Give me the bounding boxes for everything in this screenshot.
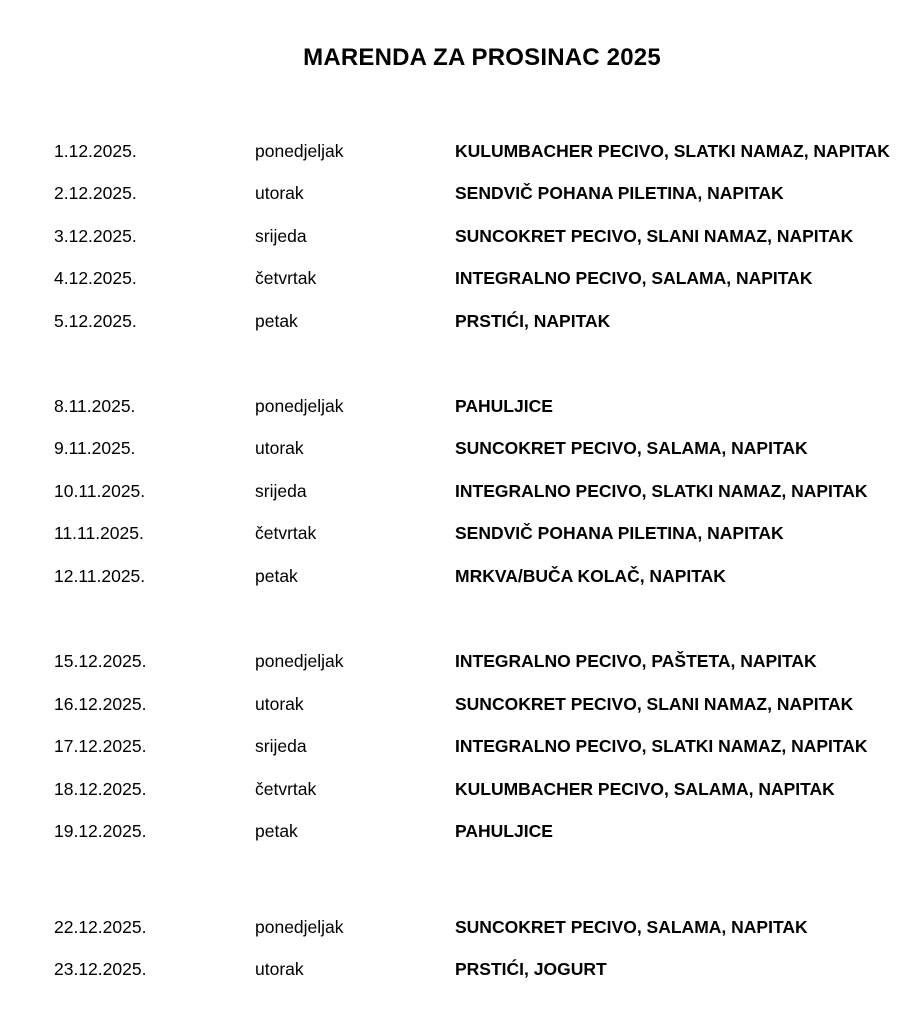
row-date: 15.12.2025.: [54, 651, 147, 671]
row-menu: SUNCOKRET PECIVO, SALAMA, NAPITAK: [455, 438, 808, 458]
row-menu: KULUMBACHER PECIVO, SALAMA, NAPITAK: [455, 779, 835, 799]
menu-row: [0, 391, 899, 421]
row-date: 11.11.2025.: [54, 523, 144, 543]
menu-row: [0, 689, 899, 719]
menu-row: [0, 731, 899, 761]
row-date: 22.12.2025.: [54, 917, 147, 937]
menu-row: [0, 816, 899, 846]
row-day: utorak: [255, 438, 304, 458]
row-date: 19.12.2025.: [54, 821, 147, 841]
row-date: 3.12.2025.: [54, 226, 137, 246]
row-date: 4.12.2025.: [54, 268, 137, 288]
menu-row: [0, 646, 899, 676]
page-title: MARENDA ZA PROSINAC 2025: [303, 44, 661, 71]
row-date: 1.12.2025.: [54, 141, 137, 161]
menu-row: [0, 263, 899, 293]
row-day: srijeda: [255, 226, 307, 246]
row-date: 2.12.2025.: [54, 183, 137, 203]
row-menu: PAHULJICE: [455, 821, 553, 841]
menu-row: [0, 433, 899, 463]
menu-row: [0, 136, 899, 166]
row-date: 18.12.2025.: [54, 779, 147, 799]
menu-row: [0, 221, 899, 251]
row-menu: SENDVIČ POHANA PILETINA, NAPITAK: [455, 523, 784, 543]
menu-row: [0, 518, 899, 548]
row-menu: KULUMBACHER PECIVO, SLATKI NAMAZ, NAPITAK: [455, 141, 890, 161]
row-date: 8.11.2025.: [54, 396, 136, 416]
row-menu: PAHULJICE: [455, 396, 553, 416]
row-menu: SUNCOKRET PECIVO, SLANI NAMAZ, NAPITAK: [455, 226, 854, 246]
row-menu: INTEGRALNO PECIVO, PAŠTETA, NAPITAK: [455, 651, 817, 671]
row-date: 12.11.2025.: [54, 566, 146, 586]
row-date: 9.11.2025.: [54, 438, 136, 458]
menu-row: [0, 954, 899, 984]
row-menu: MRKVA/BUČA KOLAČ, NAPITAK: [455, 566, 726, 586]
row-day: petak: [255, 821, 298, 841]
row-day: petak: [255, 311, 298, 331]
row-date: 16.12.2025.: [54, 694, 147, 714]
row-day: srijeda: [255, 481, 307, 501]
row-day: ponedjeljak: [255, 917, 344, 937]
row-menu: PRSTIĆI, JOGURT: [455, 959, 607, 979]
row-day: ponedjeljak: [255, 651, 344, 671]
row-menu: SUNCOKRET PECIVO, SLANI NAMAZ, NAPITAK: [455, 694, 854, 714]
row-day: utorak: [255, 959, 304, 979]
row-date: 5.12.2025.: [54, 311, 137, 331]
row-menu: SENDVIČ POHANA PILETINA, NAPITAK: [455, 183, 784, 203]
row-day: utorak: [255, 694, 304, 714]
row-date: 23.12.2025.: [54, 959, 147, 979]
row-day: utorak: [255, 183, 304, 203]
row-day: petak: [255, 566, 298, 586]
row-day: četvrtak: [255, 523, 317, 543]
row-date: 10.11.2025.: [54, 481, 146, 501]
row-day: ponedjeljak: [255, 396, 344, 416]
row-day: srijeda: [255, 736, 307, 756]
row-menu: INTEGRALNO PECIVO, SLATKI NAMAZ, NAPITAK: [455, 481, 868, 501]
row-day: ponedjeljak: [255, 141, 344, 161]
row-day: četvrtak: [255, 268, 317, 288]
menu-row: [0, 476, 899, 506]
row-menu: PRSTIĆI, NAPITAK: [455, 311, 611, 331]
row-day: četvrtak: [255, 779, 317, 799]
menu-row: [0, 912, 899, 942]
row-date: 17.12.2025.: [54, 736, 147, 756]
menu-row: [0, 774, 899, 804]
menu-row: [0, 178, 899, 208]
menu-row: [0, 561, 899, 591]
row-menu: INTEGRALNO PECIVO, SLATKI NAMAZ, NAPITAK: [455, 736, 868, 756]
row-menu: SUNCOKRET PECIVO, SALAMA, NAPITAK: [455, 917, 808, 937]
menu-row: [0, 306, 899, 336]
row-menu: INTEGRALNO PECIVO, SALAMA, NAPITAK: [455, 268, 813, 288]
